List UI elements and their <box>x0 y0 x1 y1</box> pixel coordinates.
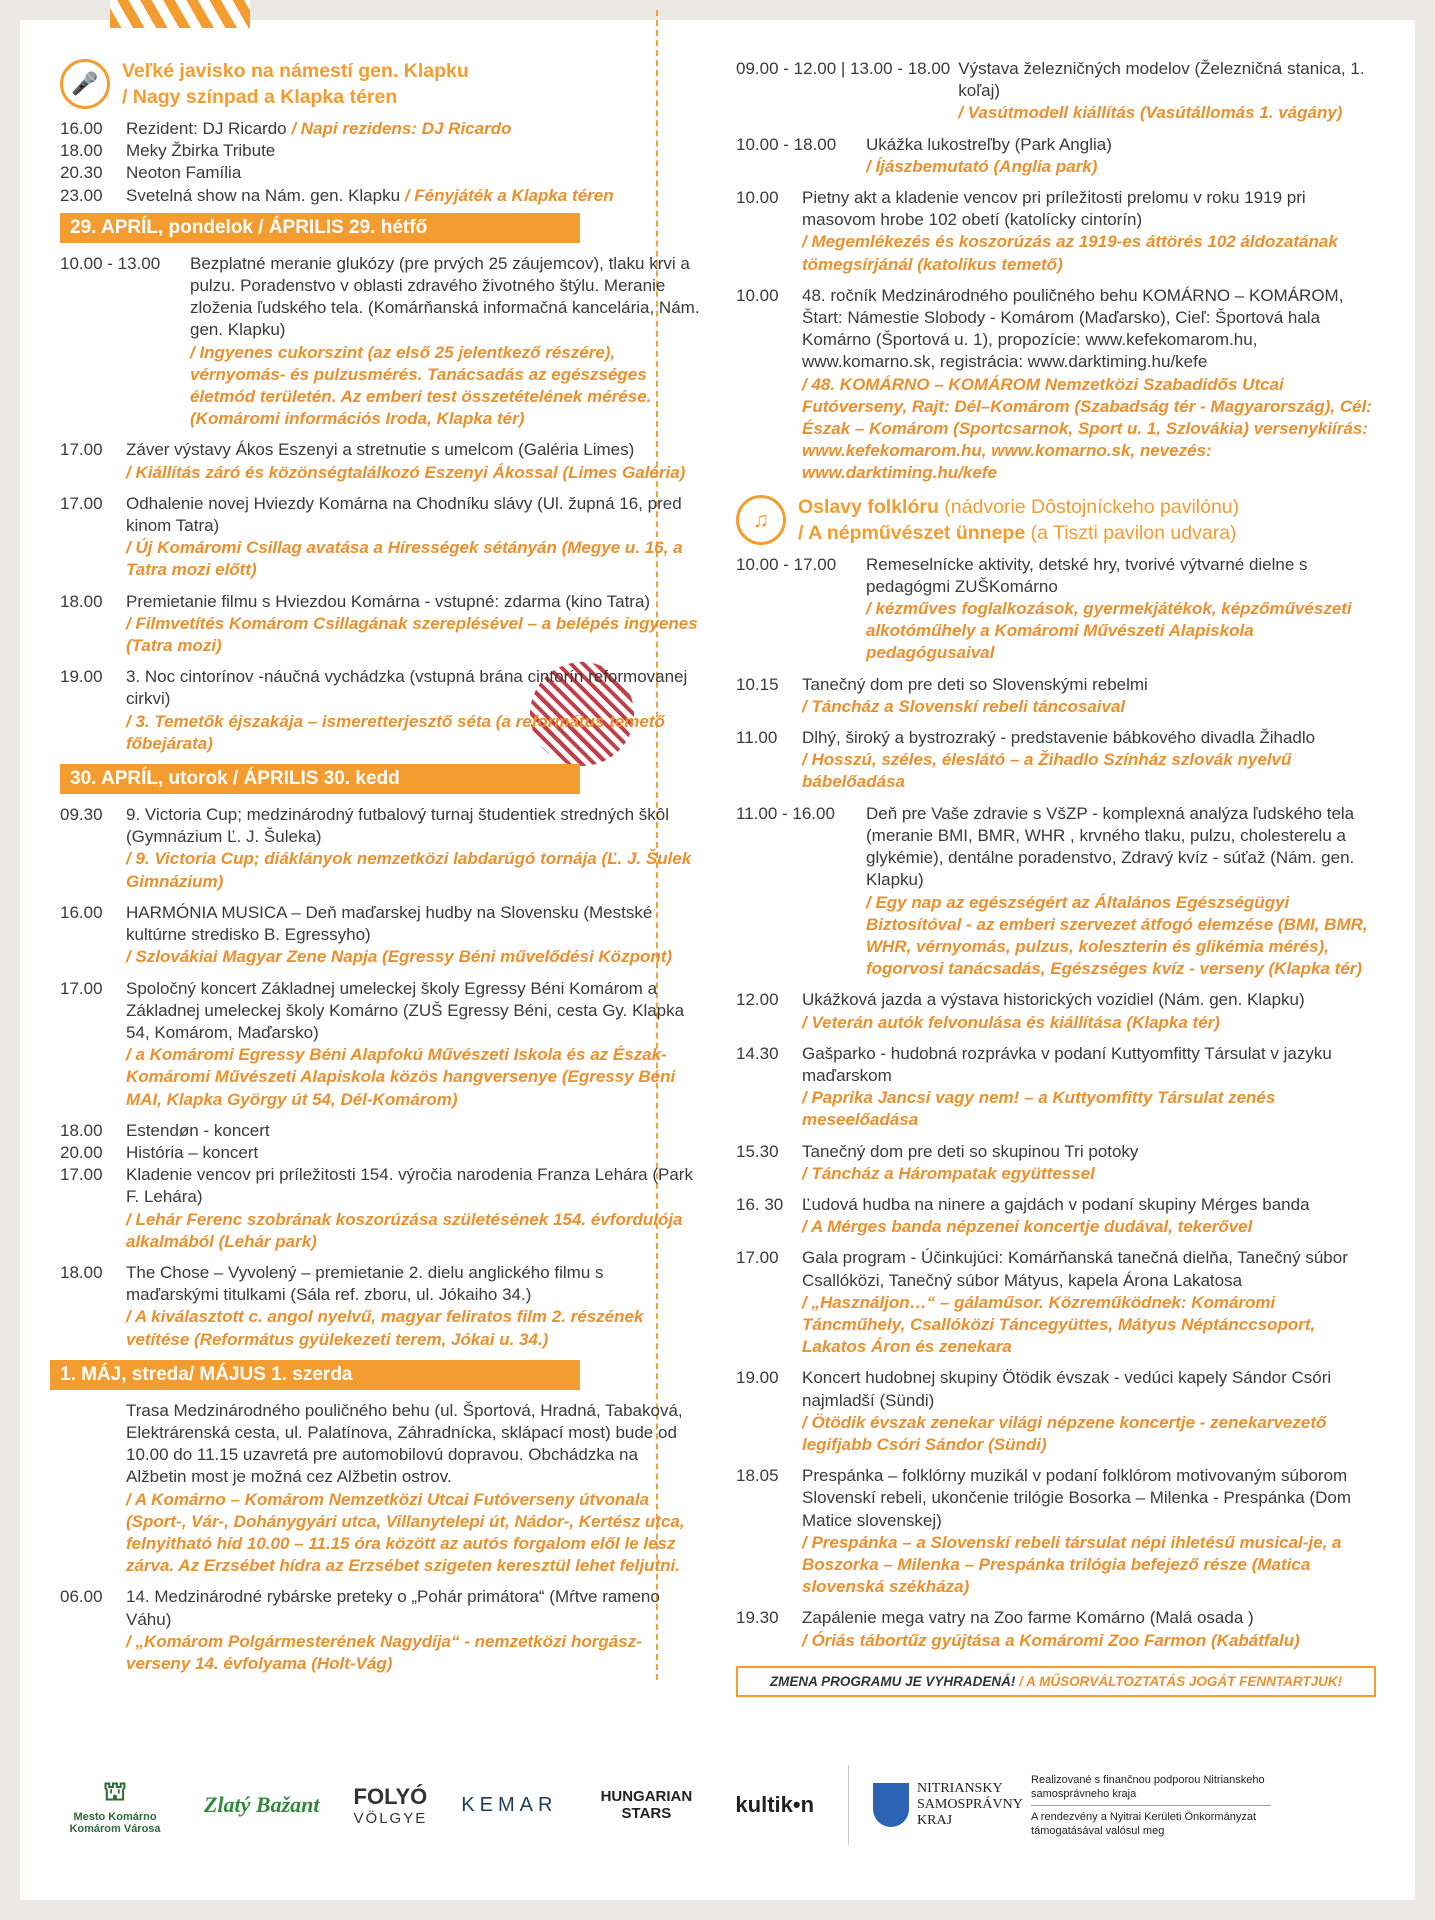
event-text-sk: Záver výstavy Ákos Eszenyi a stretnutie s umelcom (Galéria Limes) <box>126 440 635 460</box>
event-time: 17.00 <box>60 440 103 460</box>
program-change-notice <box>736 1666 1376 1697</box>
event-time: 18.00 <box>60 591 103 611</box>
logo-zlaty-bazant: Zlatý Bažant <box>204 1792 320 1817</box>
left-column <box>60 58 700 1684</box>
folk-events <box>736 554 1376 1652</box>
event-text-sk: Koncert hudobnej skupiny Ötödik évszak - vedúci kapely Sándor Csóri najmladší (Sündi) <box>802 1368 1332 1410</box>
event-row <box>60 1262 700 1351</box>
event-text-hu: / 48. KOMÁRNO – KOMÁROM Nemzetközi Szabadidős Utcai Futóverseny, Rajt: Dél–Komárom (Szabadság tér - Magyarország), Cél: Észak – Komárom (Sportcsarnok, Sport u. 1, Szlovákia) versenykiírás: www.kefekomarom.hu, www.komarno.sk, nevezés: www.darktiming.hu/kefe <box>802 374 1372 483</box>
event-time: 17.00 <box>60 1165 103 1185</box>
event-time: 18.00 <box>60 1262 103 1282</box>
logo-nitriansky-kraj <box>873 1781 1023 1829</box>
event-row <box>736 285 1376 485</box>
event-row <box>60 118 700 140</box>
event-time: 10.00 <box>736 285 779 305</box>
logo-mesto-komarno <box>60 1776 170 1835</box>
event-text-hu: / Egy nap az egészségért az Általános Egészségügyi Biztosítóval - az emberi szervezet átfogó elemzése (BMI, BMR, WHR, vérnyomás, pulzus, koleszterin és glikémia mérés), fogorvosi tanácsadás, Egészséges kvíz - verseny (Klapka tér) <box>866 892 1368 979</box>
event-text-sk: Gašparko - hudobná rozprávka v podaní Kuttyomfitty Társulat v jazyku maďarskom <box>802 1043 1332 1085</box>
event-text-sk: Neoton Família <box>126 163 242 183</box>
event-row <box>60 804 700 893</box>
event-description <box>126 1164 700 1253</box>
event-description <box>802 1043 1376 1132</box>
folk-place-sk: (nádvorie Dôstojníckeho pavilónu) <box>938 495 1240 518</box>
event-text-sk: Odhalenie novej Hviezdy Komárna na Chodníku slávy (Ul. župná 16, pred kinom Tatra) <box>126 493 682 536</box>
event-text-sk: Gala program - Účinkujúci: Komárňanská tanečná dielňa, Tanečný súbor Csallóközi, Tanečný súbor Mátyus, kapela Árona Lakatosa <box>802 1248 1348 1290</box>
event-time: 10.00 <box>736 188 779 208</box>
event-row <box>736 1367 1376 1456</box>
event-text-sk: Bezplatné meranie glukózy (pre prvých 25 záujemcov), tlaku krvi a pulzu. Poradenstvo v oblasti zdravého životného štýlu. Meranie zloženia ľudského tela. (Komárňanská informačná kancelária, Nám. gen. Klapku) <box>190 253 700 340</box>
event-row <box>736 1043 1376 1132</box>
event-row <box>60 591 700 658</box>
event-row <box>60 1164 700 1253</box>
event-text-hu: / kézműves foglalkozások, gyermekjátékok, képzőművészeti alkotóműhely a Komáromi Művészeti Alapiskola pedagógusaival <box>866 599 1352 663</box>
event-text-hu: / Megemlékezés és koszorúzás az 1919-es áttörés 102 áldozatának tömegsírjánál (katolikus temető) <box>802 232 1338 274</box>
event-text-hu: / Fényjáték a Klapka téren <box>400 185 614 205</box>
event-description <box>866 554 1376 665</box>
support-text <box>1031 1773 1271 1838</box>
event-description <box>126 1142 700 1164</box>
event-description <box>126 1262 700 1351</box>
event-row <box>60 666 700 755</box>
event-time: 12.00 <box>736 990 779 1010</box>
event-text-hu: / A kiválasztott c. angol nyelvű, magyar feliratos film 2. részének vetítése (Református gyülekezeti terem, Jókai u. 34.) <box>126 1307 644 1349</box>
event-time: 16.00 <box>60 119 103 138</box>
event-text-hu: / Íjászbemutató (Anglia park) <box>866 156 1098 176</box>
event-row <box>736 674 1376 718</box>
event-time: 17.00 <box>60 493 103 513</box>
event-text-hu: / A Mérges banda népzenei koncertje dudával, tekerővel <box>802 1217 1253 1237</box>
event-time <box>60 1400 126 1578</box>
logo-kultikon: kultik•n <box>735 1792 815 1817</box>
event-description <box>126 162 700 184</box>
event-time: 16.00 <box>60 902 103 922</box>
day-header-30: 30. APRÍL, utorok / ÁPRILIS 30. kedd <box>60 764 580 794</box>
event-text-hu: / Lehár Ferenc szobrának koszorúzása születésének 154. évfordulója alkalmából (Lehár park) <box>126 1209 683 1251</box>
event-text-sk: Premietanie filmu s Hviezdou Komárna - vstupné: zdarma (kino Tatra) <box>126 591 651 611</box>
event-time: 10.15 <box>736 674 779 694</box>
event-text-sk: 14. Medzinárodné rybárske preteky o „Pohár primátora“ (Mŕtve rameno Váhu) <box>126 1587 660 1629</box>
event-text-hu: / Ötödik évszak zenekar világi népzene koncertje - zenekarvezető legifjabb Csóri Sándor (Sündi) <box>802 1412 1327 1454</box>
event-text-sk: Ľudová hudba na ninere a gajdách v podaní skupiny Mérges banda <box>802 1194 1310 1214</box>
event-row <box>736 58 1376 125</box>
event-description <box>866 134 1376 178</box>
event-text-hu: / Kiállítás záró és közönségtalálkozó Eszenyi Ákossal (Limes Galéria) <box>126 462 686 482</box>
event-description <box>866 803 1376 981</box>
event-text-hu: / A Komárno – Komárom Nemzetközi Utcai Futóverseny útvonala (Sport-, Vár-, Dohánygyári utca, Villanytelepi út, Nádor-, Kertész utca, felnyitható híd 10.00 – 11.15 óra között az autós forgalom elől le lesz zárva. Az Erzsébet hídra az Erzsébet szigeten keresztül lehet feljutni. <box>126 1489 685 1576</box>
event-row <box>736 1247 1376 1358</box>
event-time: 19.00 <box>60 667 103 687</box>
event-text-hu: / Napi rezidens: DJ Ricardo <box>286 119 512 138</box>
event-text-hu: / Prespánka – a Slovenskí rebeli társulat népi ihletésű musical-je, a Boszorka – Milenka – Prespánka trilógia befejező része (Matica slovenská székháza) <box>802 1532 1342 1597</box>
event-description <box>126 493 700 582</box>
event-row <box>60 978 700 1111</box>
folk-title-hu: / A népművészet ünnepe <box>798 521 1026 544</box>
stage-events <box>60 118 700 207</box>
notice-hu: / A MŰSORVÁLTOZTATÁS JOGÁT FENNTARTJUK! <box>1015 1673 1343 1689</box>
event-text-hu: / Filmvetítés Komárom Csillagának szereplésével – a belépés ingyenes (Tatra mozi) <box>126 613 698 656</box>
event-time: 20.00 <box>60 1142 103 1162</box>
logo-volgye-text: VÖLGYE <box>353 1809 428 1827</box>
event-row <box>60 1120 700 1142</box>
event-description <box>802 1367 1376 1456</box>
event-text-sk: Výstava železničných modelov (Železničná stanica, 1. koľaj) <box>958 59 1365 101</box>
event-text-hu: / a Komáromi Egressy Béni Alapfokú Művészeti Iskola és az Észak-Komáromi Művészeti Alapiskola közös hangversenye (Egressy Béni MAI, Klapka György út 54, Dél-Komárom) <box>126 1045 676 1109</box>
event-row <box>60 902 700 969</box>
support-text-sk: Realizované s finančnou podporou Nitrianskeho samosprávneho kraja <box>1031 1773 1265 1800</box>
stage-title-hu: / Nagy színpad a Klapka téren <box>122 86 398 108</box>
event-text-sk: Dlhý, široký a bystrozraký - predstavenie bábkového divadla Žihadlo <box>802 728 1316 748</box>
logo-hungarian-stars: HUNGARIAN STARS <box>600 1788 693 1822</box>
event-text-hu: / Táncház a Hárompatak együttessel <box>802 1163 1095 1183</box>
event-text-hu: / Táncház a Slovenskí rebeli táncosaival <box>802 696 1126 716</box>
event-text-sk: Trasa Medzinárodného pouličného behu (ul. Športová, Hradná, Tabaková, Elektrárenská cesta, ul. Palatínova, Záhradnícka, sklápací most) bude od 10.00 do 11.15 uzavretá pre automobilovú dopravou. Obchádzka na Alžbetin most je možná cez Alžbetin ostrov. <box>126 1400 683 1487</box>
event-description <box>802 187 1376 276</box>
event-row <box>60 439 700 483</box>
event-text-sk: Meky Žbirka Tribute <box>126 141 276 161</box>
event-row <box>736 989 1376 1033</box>
event-time: 14.30 <box>736 1043 779 1063</box>
right-column <box>736 58 1376 1697</box>
event-description <box>126 666 700 755</box>
event-text-sk: Kladenie vencov pri príležitosti 154. výročia narodenia Franza Lehára (Park F. Lehára) <box>126 1165 693 1207</box>
event-row <box>60 493 700 582</box>
may1-right-events <box>736 58 1376 485</box>
event-time: 15.30 <box>736 1141 779 1161</box>
event-description <box>126 439 700 483</box>
footer-separator <box>848 1765 849 1845</box>
event-description <box>802 674 1376 718</box>
day30-events-2 <box>60 1164 700 1351</box>
event-description <box>802 1141 1376 1185</box>
event-text-sk: Tanečný dom pre deti so Slovenskými rebelmi <box>802 674 1148 694</box>
event-row <box>60 1586 700 1675</box>
event-description <box>958 58 1376 125</box>
event-description <box>802 989 1376 1033</box>
event-text-sk: Svetelná show na Nám. gen. Klapku <box>126 185 401 205</box>
folk-title-sk: Oslavy folklóru <box>798 495 939 518</box>
may1-events <box>60 1400 700 1675</box>
event-text-sk: Pietny akt a kladenie vencov pri príležitosti prelomu v roku 1919 pri masovom hrobe 102 obetí (katolícky cintorín) <box>802 188 1306 230</box>
event-text-sk: Rezident: DJ Ricardo <box>126 119 287 138</box>
event-text-sk: Ukážka lukostreľby (Park Anglia) <box>866 134 1112 154</box>
kraj-text: NITRIANSKY SAMOSPRÁVNY KRAJ <box>917 1781 1023 1828</box>
event-time: 18.00 <box>60 1120 103 1140</box>
event-time: 18.00 <box>60 141 103 161</box>
event-description <box>802 1607 1376 1651</box>
stage-header <box>60 58 700 110</box>
event-time: 10.00 - 18.00 <box>736 134 837 154</box>
event-description <box>126 118 700 140</box>
castle-icon: ⛫ <box>103 1775 127 1806</box>
event-description <box>126 804 700 893</box>
event-text-sk: Estendøn - koncert <box>126 1120 270 1140</box>
event-row <box>60 140 700 162</box>
event-text-sk: Ukážková jazda a výstava historických vozidiel (Nám. gen. Klapku) <box>802 990 1305 1010</box>
stage-title-sk: Veľké javisko na námestí gen. Klapku <box>122 60 469 82</box>
event-text-sk: The Chose – Vyvolený – premietanie 2. dielu anglického filmu s maďarskými titulkami (Sála ref. zboru, ul. Jókaiho 34.) <box>126 1262 604 1305</box>
event-description <box>802 1465 1376 1598</box>
sponsor-footer <box>60 1760 1380 1850</box>
event-time: 11.00 <box>736 728 778 748</box>
event-row <box>60 1400 700 1578</box>
event-time: 11.00 - 16.00 <box>736 803 835 823</box>
event-time: 18.05 <box>736 1466 779 1486</box>
event-time: 06.00 <box>60 1587 103 1607</box>
event-text-hu: / 3. Temetők éjszakája – ismeretterjesztő séta (a református temető főbejárata) <box>126 711 665 753</box>
event-text-hu: / Vasútmodell kiállítás (Vasútállomás 1. vágány) <box>958 103 1343 123</box>
event-text-sk: 9. Victoria Cup; medzinárodný futbalový turnaj študentiek stredných škôl (Gymnázium Ľ. J. Šuleka) <box>126 805 670 847</box>
event-row <box>60 253 700 431</box>
event-time: 19.00 <box>736 1368 779 1388</box>
logo-kemar: KEMAR <box>461 1793 558 1816</box>
coat-of-arms-icon <box>873 1783 909 1827</box>
event-text-sk: 48. ročník Medzinárodného pouličného behu KOMÁRNO – KOMÁROM, Štart: Námestie Slobody - Komárom (Maďarsko), Cieľ: Športová hala Komárno (Športová u. 1), propozície: www.kefekomarom.hu, www.komarno.sk, registrácia: www.darktiming.hu/kefe <box>802 285 1344 372</box>
event-text-hu: / Paprika Jancsi vagy nem! – a Kuttyomfitty Társulat zenés meseelőadása <box>802 1088 1276 1130</box>
support-divider <box>1031 1805 1271 1806</box>
event-description <box>126 1586 700 1675</box>
logo-folyo-volgye <box>354 1784 428 1827</box>
event-row <box>736 554 1376 665</box>
day29-events <box>60 253 700 755</box>
event-description <box>126 1400 700 1578</box>
event-description <box>126 902 700 969</box>
folk-header <box>736 494 1376 546</box>
event-description <box>802 727 1376 794</box>
logo-folyo-text: FOLYÓ <box>353 1783 428 1809</box>
day30-events <box>60 804 700 1111</box>
event-time: 23.00 <box>60 185 103 205</box>
event-description <box>126 1120 700 1142</box>
event-description <box>126 978 700 1111</box>
event-text-sk: Spoločný koncert Základnej umeleckej školy Egressy Béni Komárom a Základnej umeleckej školy Komárno (ZUŠ Egressy Béni, cesta Gy. Klapka 54, Komárom, Maďarsko) <box>126 978 685 1042</box>
event-text-sk: Deň pre Vaše zdravie s VšZP - komplexná analýza ľudského tela (meranie BMI, BMR, WHR , krvného tlaku, pulzu, cholesterelu a glykémie), dentálne poradenstvo, Zdravý kvíz - súťaž (Nám. gen. Klapku) <box>866 803 1355 890</box>
event-description <box>802 285 1376 485</box>
event-text-hu: / Óriás tábortűz gyújtása a Komáromi Zoo Farmon (Kabátfalu) <box>802 1630 1300 1650</box>
event-text-sk: História – koncert <box>126 1142 259 1162</box>
event-time: 16. 30 <box>736 1194 784 1214</box>
event-text-sk: Zapálenie mega vatry na Zoo farme Komárno (Malá osada ) <box>802 1608 1254 1628</box>
event-text-hu: / „Használjon…“ – gálaműsor. Közreműködnek: Komáromi Táncműhely, Csallóközi Táncegyüttes, Mátyus Néptánccsoport, Lakatos Áron és zenekara <box>802 1292 1316 1357</box>
event-time: 17.00 <box>736 1248 779 1268</box>
event-text-hu: / „Komárom Polgármesterének Nagydíja“ - nemzetközi horgász-verseny 14. évfolyama (Holt-Vág) <box>126 1631 642 1673</box>
day30-short-events <box>60 1120 700 1164</box>
event-row <box>736 803 1376 981</box>
event-text-sk: Tanečný dom pre deti so skupinou Tri potoky <box>802 1141 1139 1161</box>
event-text-hu: / Szlovákiai Magyar Zene Napja (Egressy Béni művelődési Központ) <box>126 947 673 967</box>
event-text-hu: / 9. Victoria Cup; diáklányok nemzetközi labdarúgó tornája (Ľ. J. Šulek Gimnázium) <box>126 849 692 891</box>
event-text-sk: Remeselnícke aktivity, detské hry, tvorivé výtvarné dielne s pedagógmi ZUŠKomárno <box>866 554 1308 596</box>
event-row <box>736 1141 1376 1185</box>
event-text-hu: / Új Komáromi Csillag avatása a Hírességek sétányán (Megye u. 16, a Tatra mozi előtt) <box>126 538 683 580</box>
folk-place-hu: (a Tiszti pavilon udvara) <box>1025 521 1237 544</box>
day-header-29: 29. APRÍL, pondelok / ÁPRILIS 29. hétfő <box>60 213 580 243</box>
dancers-icon: ♫ <box>736 495 786 545</box>
event-row <box>736 1607 1376 1651</box>
event-text-sk: 3. Noc cintorínov -náučná vychádzka (vstupná brána cintorín reformovanej cirkvi) <box>126 667 688 709</box>
event-time: 19.30 <box>736 1608 779 1628</box>
event-row <box>736 727 1376 794</box>
event-text-sk: HARMÓNIA MUSICA – Deň maďarskej hudby na Slovensku (Mestské kultúrne stredisko B. Egressyho) <box>126 902 653 945</box>
event-time: 17.00 <box>60 978 103 998</box>
notice-sk: ZMENA PROGRAMU JE VYHRADENÁ! <box>769 1673 1016 1689</box>
decorative-stripes <box>110 0 250 28</box>
event-time: 10.00 - 17.00 <box>736 554 837 574</box>
event-description <box>802 1194 1376 1238</box>
event-text-hu: / Hosszú, széles, éleslátó – a Žihadlo Színház szlovák nyelvű bábelőadása <box>802 750 1292 792</box>
event-time: 09.00 - 12.00 | 13.00 - 18.00 <box>736 59 951 78</box>
event-text-sk: Prespánka – folklórny muzikál v podaní folklórom motivovaným súborom Slovenskí rebeli, ukončenie trilógie Bosorka – Milenka - Prespánka (Dom Matice slovenskej) <box>802 1466 1351 1530</box>
event-time: 09.30 <box>60 805 103 825</box>
event-text-hu: / Ingyenes cukorszint (az első 25 jelentkező részére), vérnyomás- és pulzusmérés. Tanácsadás az egészséges életmód területén. Az emberi test összetételének mérése. (Komáromi információs Iroda, Klapka tér) <box>190 342 652 429</box>
event-row <box>60 185 700 207</box>
event-row <box>60 162 700 184</box>
support-text-hu: A rendezvény a Nyitrai Kerületi Önkormányzat támogatásával valósul meg <box>1031 1810 1257 1837</box>
event-row <box>736 187 1376 276</box>
event-description <box>126 591 700 658</box>
event-row <box>60 1142 700 1164</box>
event-description <box>126 185 700 207</box>
event-row <box>736 1194 1376 1238</box>
event-description <box>802 1247 1376 1358</box>
event-time: 20.30 <box>60 163 103 183</box>
event-time: 10.00 - 13.00 <box>60 253 161 273</box>
day-header-may1: 1. MÁJ, streda/ MÁJUS 1. szerda <box>50 1360 580 1390</box>
event-description <box>126 140 700 162</box>
microphone-icon: 🎤 <box>60 59 110 109</box>
event-row <box>736 134 1376 178</box>
logo-mesto-text: Mesto Komárno Komárom Városa <box>69 1810 161 1835</box>
event-description <box>190 253 700 431</box>
event-text-hu: / Veterán autók felvonulása és kiállítása (Klapka tér) <box>802 1012 1220 1032</box>
event-row <box>736 1465 1376 1598</box>
